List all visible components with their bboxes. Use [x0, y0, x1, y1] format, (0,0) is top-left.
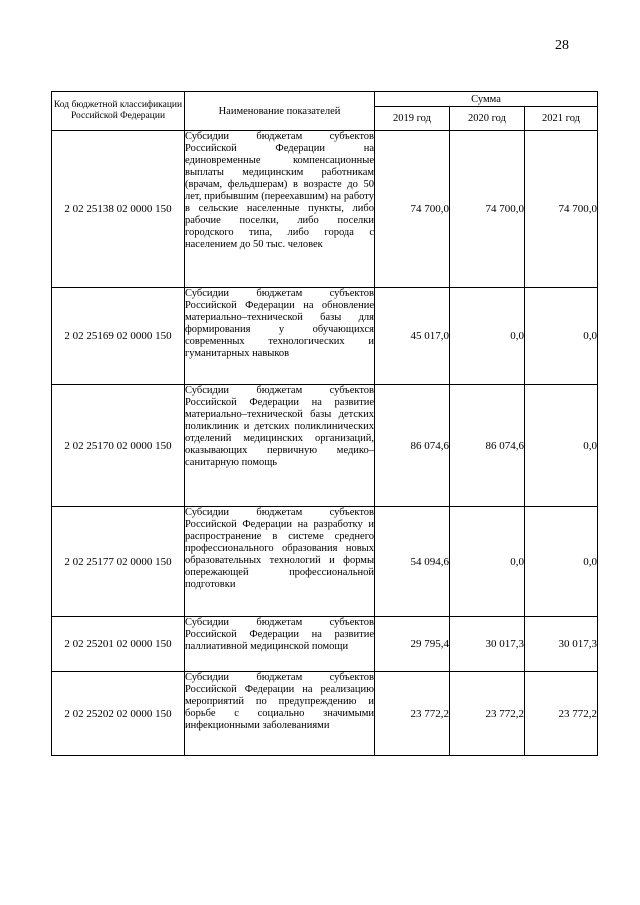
header-year-2020: 2020 год — [450, 107, 525, 131]
row-value-2019: 74 700,0 — [375, 131, 450, 288]
row-value-2021: 0,0 — [525, 385, 598, 507]
row-value-2021: 23 772,2 — [525, 672, 598, 756]
row-value-2020: 0,0 — [450, 507, 525, 617]
row-name: Субсидии бюджетам субъектов Российской Федерации на развитие материально–технической базы детских поликлиник и детских поликлинических отделений медицинских организаций, оказывающих первичную медико–санитарную помощь — [185, 385, 375, 507]
header-row — [52, 92, 598, 107]
row-code: 2 02 25202 02 0000 150 — [52, 672, 185, 756]
row-value-2021: 0,0 — [525, 507, 598, 617]
row-value-2021: 30 017,3 — [525, 617, 598, 672]
table-row — [52, 617, 598, 672]
header-year-2021: 2021 год — [525, 107, 598, 131]
table-row — [52, 288, 598, 385]
row-name: Субсидии бюджетам субъектов Российской Федерации на реализацию мероприятий по предупреждению и борьбе с социально значимыми инфекционными заболеваниями — [185, 672, 375, 756]
row-code: 2 02 25138 02 0000 150 — [52, 131, 185, 288]
header-sum: Сумма — [375, 92, 598, 107]
row-value-2019: 54 094,6 — [375, 507, 450, 617]
row-name: Субсидии бюджетам субъектов Российской Федерации на обновление материально–технической базы для формирования у обучающихся современных технологических и гуманитарных навыков — [185, 288, 375, 385]
table-row — [52, 131, 598, 288]
page-number: 28 — [555, 38, 569, 53]
row-value-2021: 0,0 — [525, 288, 598, 385]
row-code: 2 02 25201 02 0000 150 — [52, 617, 185, 672]
row-code: 2 02 25177 02 0000 150 — [52, 507, 185, 617]
row-value-2020: 0,0 — [450, 288, 525, 385]
header-name: Наименование показателей — [185, 92, 375, 131]
row-value-2021: 74 700,0 — [525, 131, 598, 288]
row-value-2019: 29 795,4 — [375, 617, 450, 672]
row-value-2020: 23 772,2 — [450, 672, 525, 756]
header-year-2019: 2019 год — [375, 107, 450, 131]
row-name: Субсидии бюджетам субъектов Российской Федерации на развитие паллиативной медицинской помощи — [185, 617, 375, 672]
table-row — [52, 672, 598, 756]
row-name: Субсидии бюджетам субъектов Российской Федерации на единовременные компенсационные выплаты медицинским работникам (врачам, фельдшерам) в возрасте до 50 лет, прибывшим (переехавшим) на работу в сельские населенные пункты, либо рабочие поселки, либо поселки городского типа, либо города с населением до 50 тыс. человек — [185, 131, 375, 288]
row-value-2019: 86 074,6 — [375, 385, 450, 507]
table-row — [52, 385, 598, 507]
row-name: Субсидии бюджетам субъектов Российской Федерации на разработку и распространение в системе среднего профессионального образования новых образовательных технологий и формы опережающей профессиональной подготовки — [185, 507, 375, 617]
row-value-2020: 86 074,6 — [450, 385, 525, 507]
table-row — [52, 507, 598, 617]
row-value-2020: 74 700,0 — [450, 131, 525, 288]
row-value-2019: 23 772,2 — [375, 672, 450, 756]
row-code: 2 02 25170 02 0000 150 — [52, 385, 185, 507]
row-value-2020: 30 017,3 — [450, 617, 525, 672]
budget-table — [51, 91, 598, 756]
row-value-2019: 45 017,0 — [375, 288, 450, 385]
row-code: 2 02 25169 02 0000 150 — [52, 288, 185, 385]
header-code: Код бюджетной классификации Российской Федерации — [52, 92, 185, 131]
